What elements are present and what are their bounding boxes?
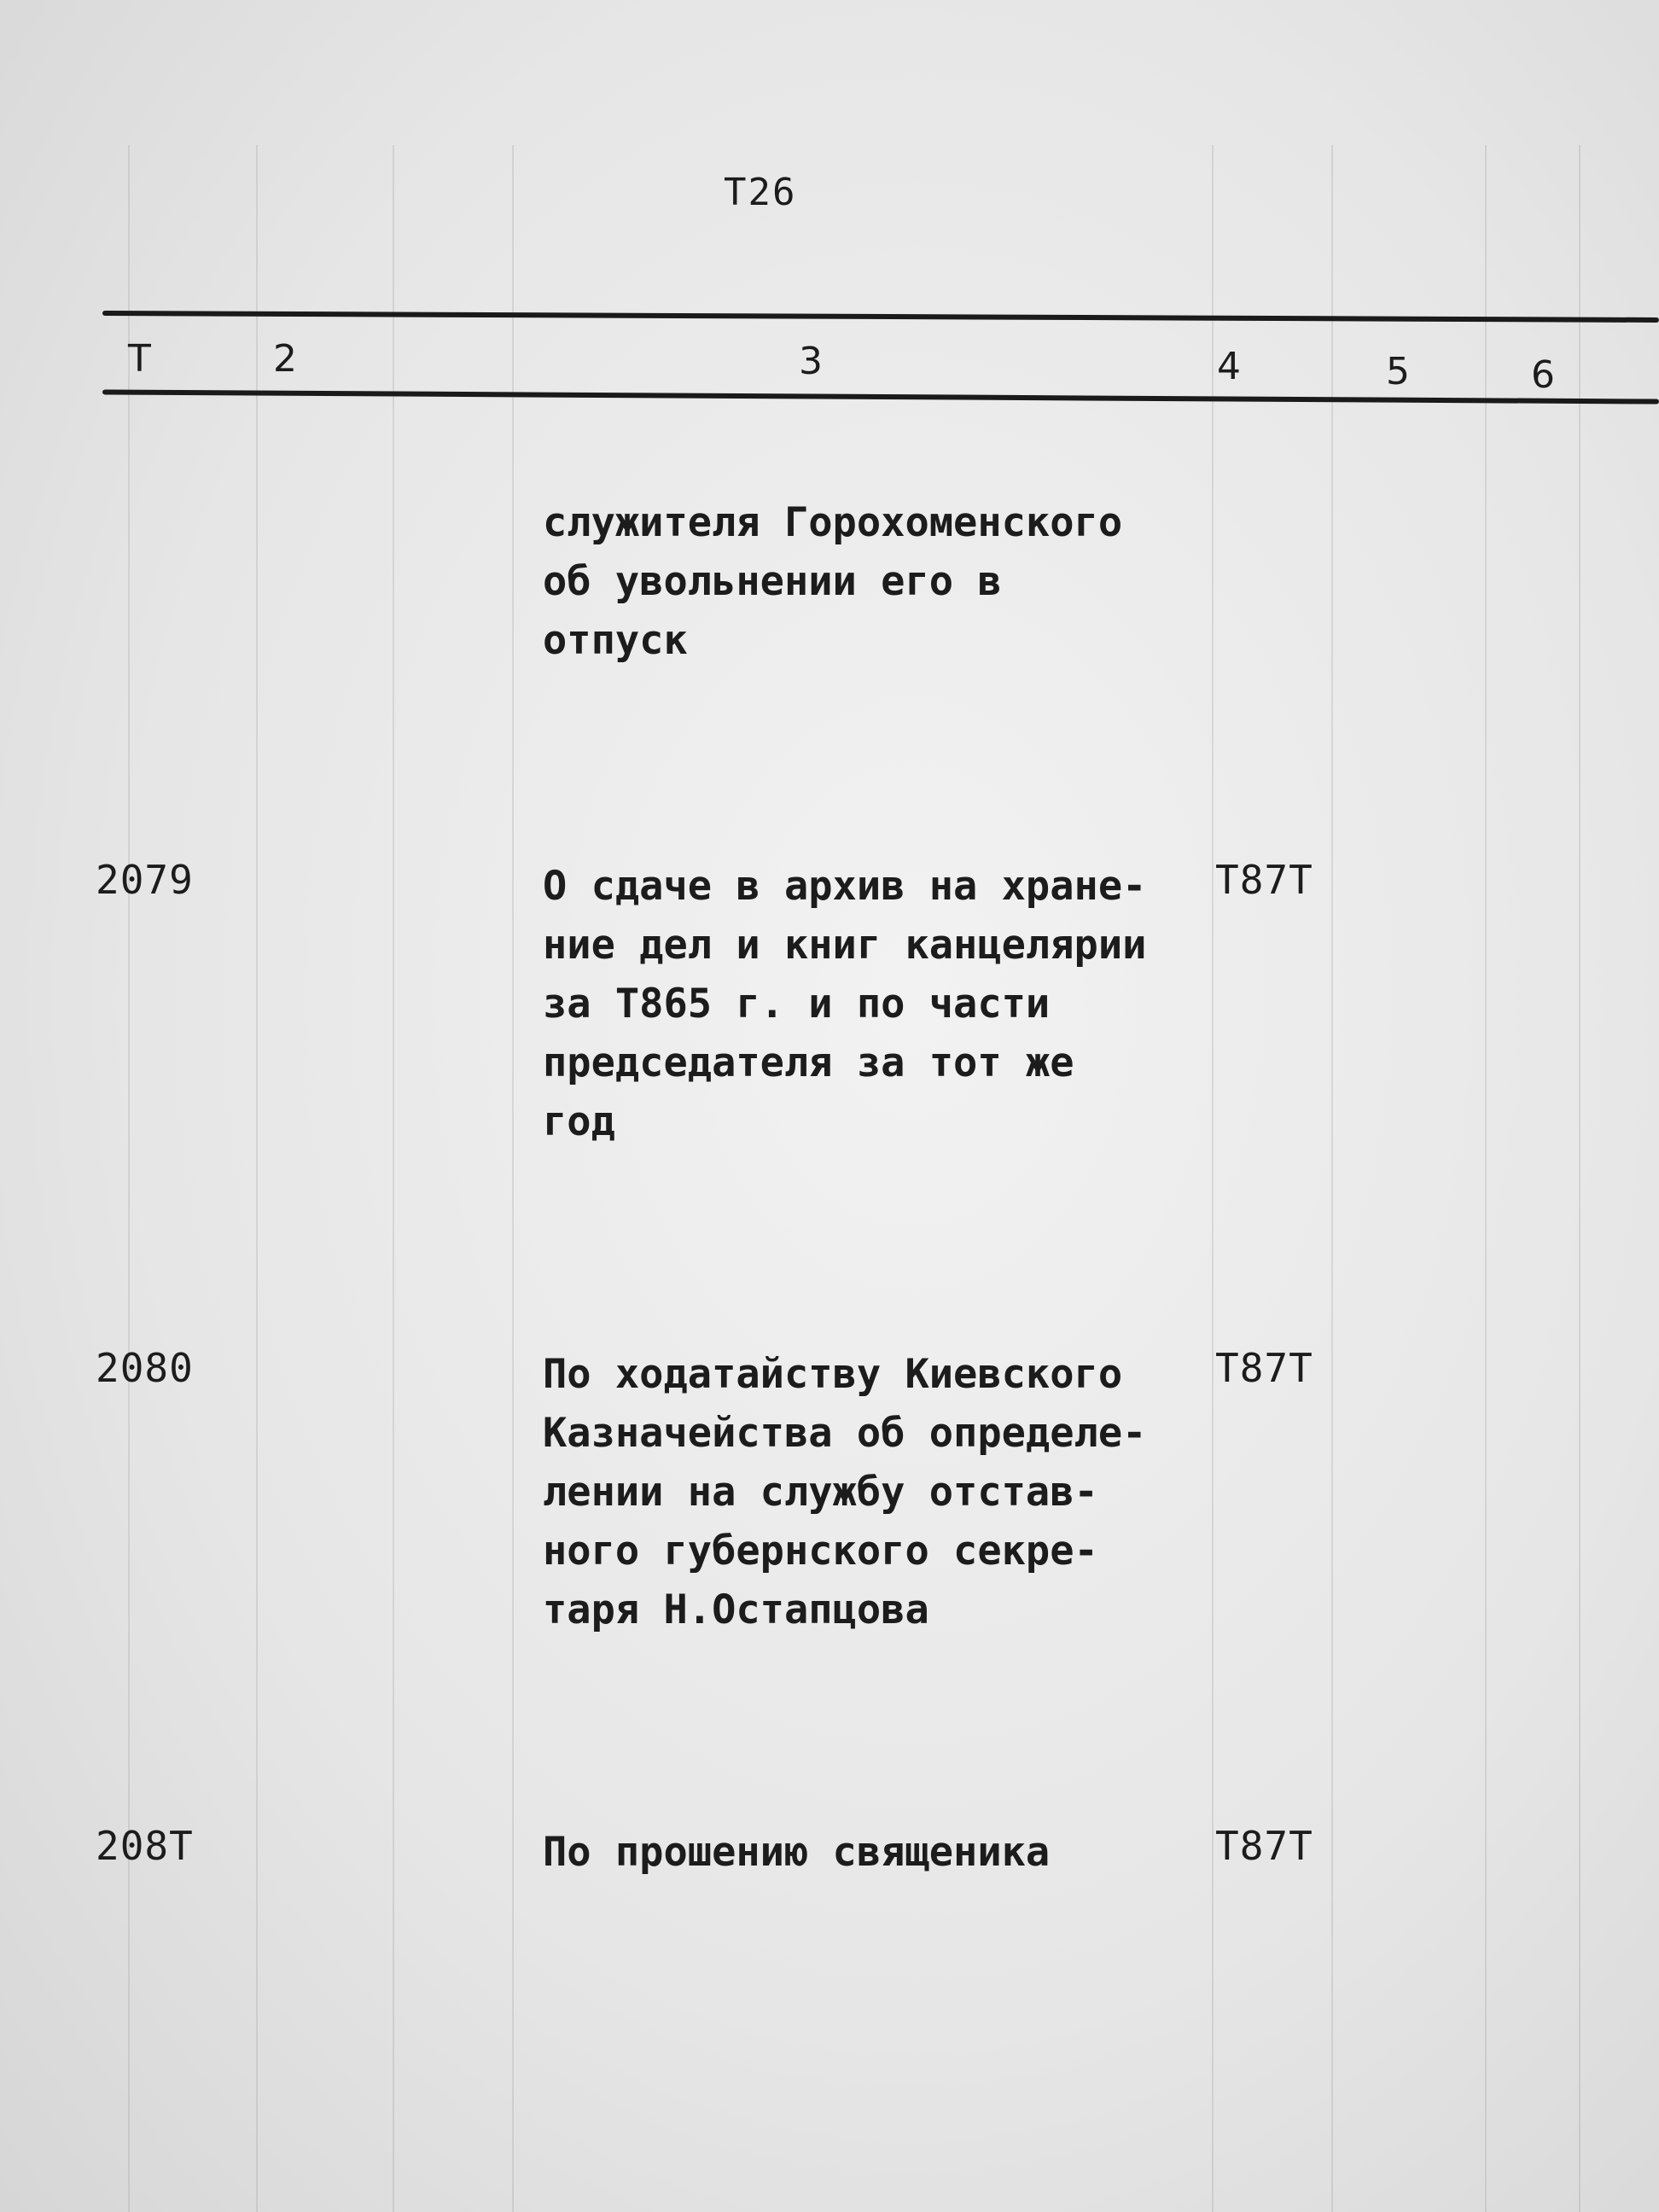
column-rule bbox=[1579, 145, 1580, 2212]
entry-year: Т87Т bbox=[1215, 1345, 1313, 1391]
column-header-4: 4 bbox=[1217, 345, 1241, 388]
entry-description: служителя Горохоменского об увольнении его в отпуск bbox=[543, 499, 1123, 664]
header-rule-top bbox=[102, 311, 1659, 323]
column-header-6: 6 bbox=[1531, 353, 1555, 397]
entry-number: 208Т bbox=[96, 1823, 194, 1869]
entry-year: Т87Т bbox=[1215, 1823, 1313, 1869]
page-number: Т26 bbox=[724, 171, 797, 214]
column-rule bbox=[512, 145, 514, 2212]
column-rule bbox=[1331, 145, 1333, 2212]
entry-number: 2080 bbox=[96, 1345, 194, 1391]
column-rule bbox=[1485, 145, 1487, 2212]
entry-description: По ходатайству Киевского Казначейства об определе- лении на службу отстав- ного губернского секре- таря Н.Остапцова bbox=[543, 1351, 1147, 1633]
column-rule bbox=[256, 145, 258, 2212]
column-header-3: 3 bbox=[799, 340, 823, 383]
column-rule bbox=[1212, 145, 1214, 2212]
column-header-1: Т bbox=[128, 337, 151, 381]
header-rule-bottom bbox=[102, 389, 1659, 404]
column-header-2: 2 bbox=[273, 337, 297, 381]
column-rule bbox=[128, 145, 130, 2212]
entry-number: 2079 bbox=[96, 857, 194, 903]
entry-description: О сдаче в архив на хране- ние дел и книг канцелярии за Т865 г. и по части председателя за тот же год bbox=[543, 863, 1147, 1145]
column-rule bbox=[393, 145, 394, 2212]
entry-year: Т87Т bbox=[1215, 857, 1313, 903]
entry-description: По прошению священика bbox=[543, 1829, 1051, 1876]
column-header-5: 5 bbox=[1386, 350, 1410, 393]
